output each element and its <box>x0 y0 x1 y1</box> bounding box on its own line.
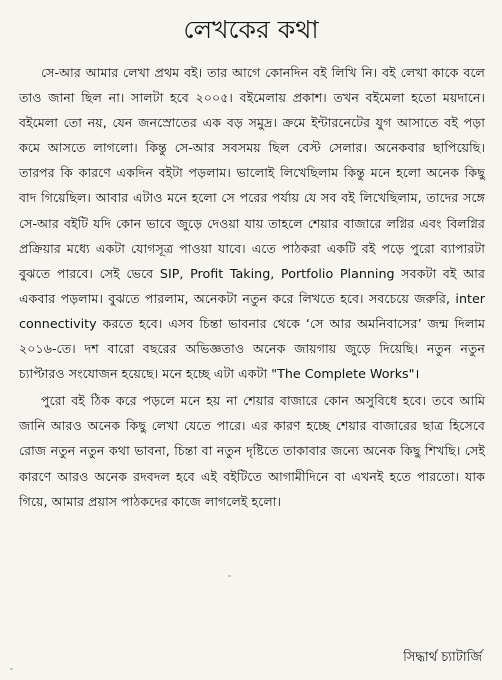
author-signature: সিদ্ধার্থ চ্যাটার্জি <box>403 650 482 665</box>
paper-speck <box>10 668 13 670</box>
page-title: লেখকের কথা <box>183 15 319 44</box>
paragraph: সে-আর আমার লেখা প্রথম বই। তার আগে কোনদিন বই লিখি নি। বই লেখা কাকে বলে তাও জানা ছিল না। সালটা হবে ২০০৫। বইমেলায় প্রকাশ। তখন বইমেলা হতো ময়দানে। বইমেলা তো নয়, যেন জনস্রোতের এক বড় সমুদ্র। ক্রমে ইন্টারনেটের যুগ আসাতে বই পড়া কমে আসতে লাগলো। কিন্তু সে-আর সবসময় ছিল বেস্ট সেলার। অনেকবার ছাপিয়েছি। তারপর কি কারণে একদিন বইটা পড়লাম। ভালোই লিখেছিলাম কিন্তু মনে হলো অনেক কিছু বাদ গিয়েছিল। আবার এটাও মনে হলো সে পরের পর্যায় যে সব বই লিখেছিলাম, তাদের সঙ্গে সে-আর বইটি যদি কোন ভাবে জুড়ে দেওয়া যায় তাহলে শেয়ার বাজারে লগ্নির এবং বিলগ্নির প্রক্রিয়ার মধ্যে একটা যোগসূত্র পাওয়া যাবে। এতে পাঠকরা একটি বই পড়ে পুরো ব্যাপারটা বুঝতে পারবে। সেই ভেবে SIP, Profit Taking, Portfolio Planning সবকটা বই আর একবার পড়লাম। বুঝতে পারলাম, অনেকটা নতুন করে লিখতে হবে। সবচেয়ে জরুরি, inter connectivity করতে হবে। এসব চিন্তা ভাবনার থেকে ‘সে আর অমনিবাসের’ জন্ম দিলাম ২০১৬-তে। দশ বারো বছরের অভিজ্ঞতাও অনেক জায়গায় জুড়ে দিয়েছি। নতুন নতুন চ্যাপ্টারও সংযোজন হয়েছে। মনে হচ্ছে এটা একটা "The Complete Works"। <box>19 65 485 382</box>
paper-speck <box>228 575 231 577</box>
paragraph: পুরো বই ঠিক করে পড়লে মনে হয় না শেয়ার বাজারে কোন অসুবিধে হবে। তবে আমি জানি আরও অনেক কিছু লেখা যেতে পারে। এর কারণ হচ্ছে শেয়ার বাজারের ছাত্র হিসেবে রোজ নতুন নতুন কথা ভাবনা, চিন্তা বা নতুন দৃষ্টিতে তাকাবার জন্যে অনেক কিছু শিখছি। সেই কারণে আরও অনেক রদবদল হবে এই বইটিতে আগামীদিনে বা এখনই হতে পারতো। যাক গিয়ে, আমার প্রয়াস পাঠকদের কাজে লাগলেই হলো। <box>19 393 485 509</box>
body-text <box>19 60 485 514</box>
